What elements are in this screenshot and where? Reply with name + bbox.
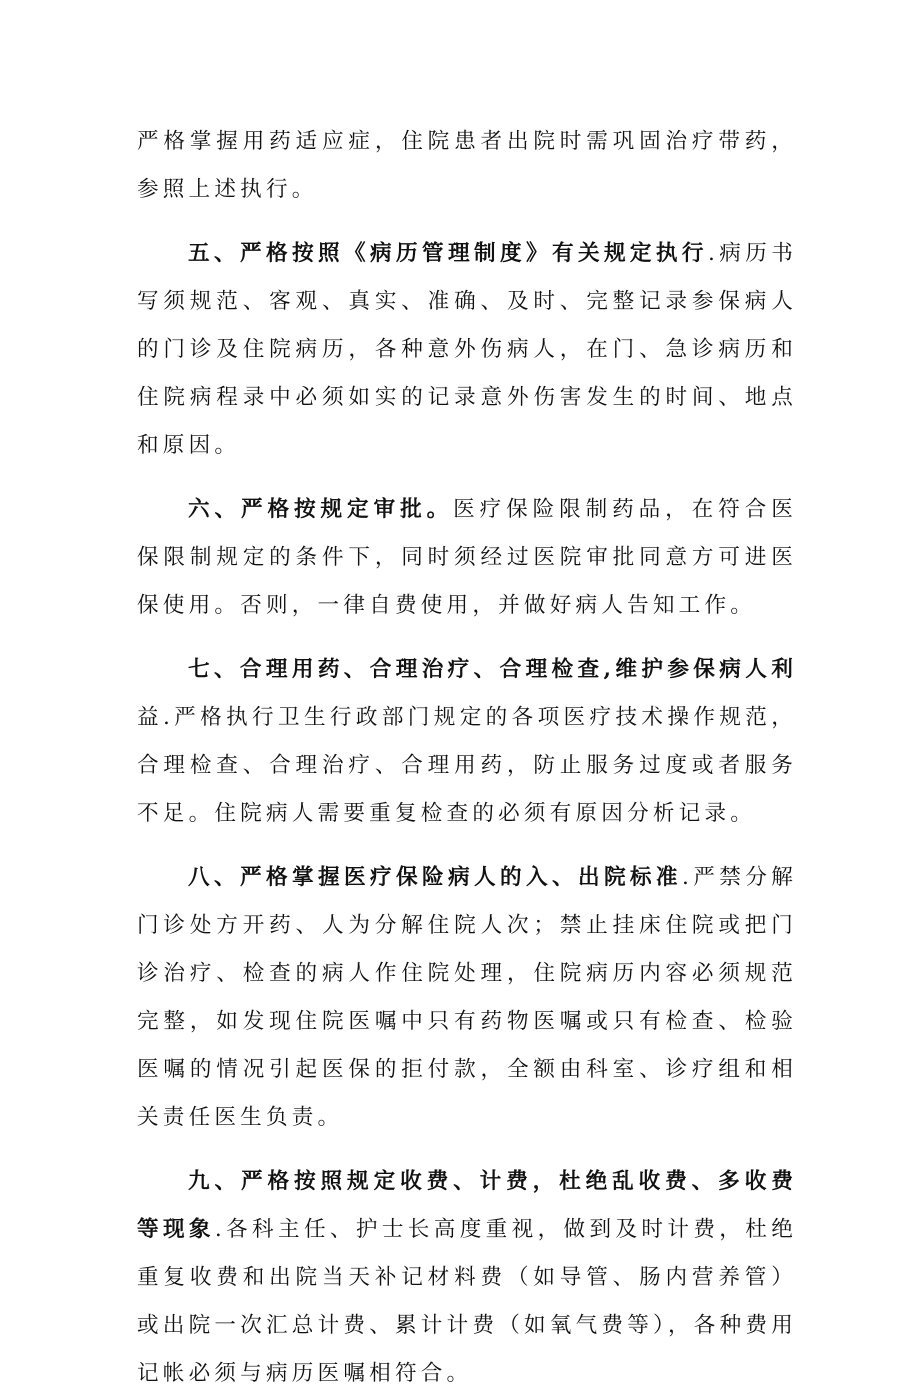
paragraph-body: 医疗保险限制药品，在符合医保限制规定的条件下，同时须经过医院审批同意方可进医保使用。否则，一律自费使用，并做好病人告知工作。 xyxy=(137,497,797,618)
paragraph-item-6 xyxy=(137,486,797,630)
paragraph-heading: 八、严格掌握医疗保险病人的入、出院标准 xyxy=(188,865,682,890)
paragraph-heading: 六、严格按规定审批。 xyxy=(188,497,454,522)
paragraph-body: 益.严格执行卫生行政部门规定的各项医疗技术操作规范，合理检查、合理治疗、合理用药，防止服务过度或者服务不足。住院病人需要重复检查的必须有原因分析记录。 xyxy=(137,705,797,826)
paragraph-item-8 xyxy=(137,854,797,1142)
paragraph-heading: 五、严格按照《病历管理制度》有关规定执行 xyxy=(188,241,708,266)
paragraph-body: 严格掌握用药适应症，住院患者出院时需巩固治疗带药，参照上述执行。 xyxy=(137,129,797,202)
paragraph-continuation xyxy=(137,118,797,214)
paragraph-item-9 xyxy=(137,1158,797,1398)
paragraph-body: .各科主任、护士长高度重视，做到及时计费，杜绝重复收费和出院当天补记材料费（如导管、肠内营养管）或出院一次汇总计费、累计计费（如氧气费等），各种费用记帐必须与病历医嘱相符合。 xyxy=(137,1217,797,1386)
paragraph-body: .病历书写须规范、客观、真实、准确、及时、完整记录参保病人的门诊及住院病历，各种意外伤病人，在门、急诊病历和住院病程录中必须如实的记录意外伤害发生的时间、地点和原因。 xyxy=(137,241,797,458)
paragraph-heading: 九、严格按照规定收费、计费，杜绝乱收费、多收费等现象 xyxy=(137,1169,797,1242)
document-page xyxy=(137,118,797,1398)
paragraph-item-5 xyxy=(137,230,797,470)
paragraph-item-7 xyxy=(137,646,797,838)
paragraph-body: .严禁分解门诊处方开药、人为分解住院人次；禁止挂床住院或把门诊治疗、检查的病人作住院处理，住院病历内容必须规范完整，如发现住院医嘱中只有药物医嘱或只有检查、检验医嘱的情况引起医保的拒付款，全额由科室、诊疗组和相关责任医生负责。 xyxy=(137,865,797,1130)
paragraph-heading: 七、合理用药、合理治疗、合理检查,维护参保病人利 xyxy=(188,657,797,682)
